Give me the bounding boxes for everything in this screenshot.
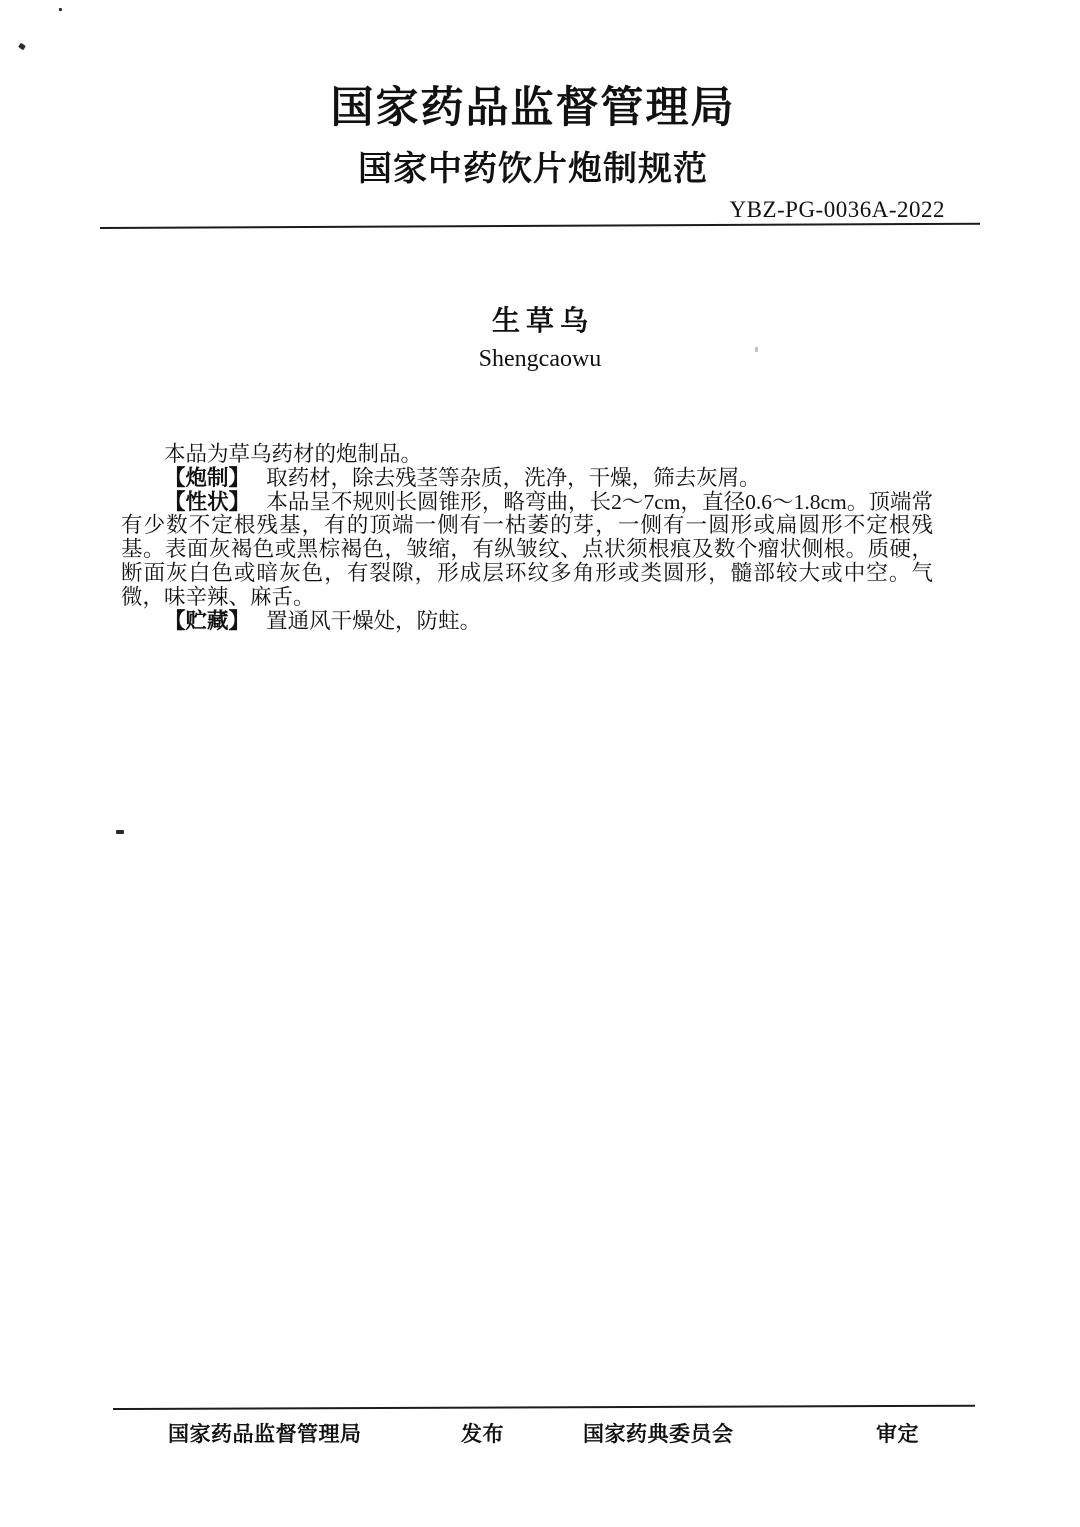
section-text-storage: 置通风干燥处，防蛀。 — [266, 608, 482, 633]
drug-name-pinyin: Shengcaowu — [478, 346, 602, 372]
monograph-body — [121, 443, 933, 633]
scan-speck — [59, 8, 62, 11]
document-number: YBZ-PG-0036A-2022 — [729, 197, 945, 222]
section-description — [121, 491, 933, 610]
section-label-description: 【性状】 — [164, 489, 251, 514]
section-storage — [121, 610, 933, 634]
drug-name-chinese: 生草乌 — [491, 305, 594, 336]
footer-publish-label: 发布 — [461, 1423, 504, 1446]
scan-speck — [18, 43, 26, 51]
organization-title: 国家药品监督管理局 — [330, 84, 736, 132]
footer-approve-label: 审定 — [876, 1423, 919, 1446]
footer-rule — [113, 1405, 975, 1410]
intro-paragraph: 本品为草乌药材的炮制品。 — [164, 442, 423, 466]
scan-speck — [116, 830, 124, 834]
section-label-processing: 【炮制】 — [164, 465, 251, 490]
section-processing — [121, 467, 933, 491]
footer-approver: 国家药典委员会 — [583, 1423, 734, 1446]
footer-issuer: 国家药品监督管理局 — [168, 1423, 362, 1446]
header-rule — [100, 223, 980, 229]
specification-title: 国家中药饮片炮制规范 — [358, 150, 708, 188]
section-text-description: 本品呈不规则长圆锥形，略弯曲，长2～7cm，直径0.6～1.8cm。顶端常有少数不定根残基，有的顶端一侧有一枯萎的芽，一侧有一圆形或扁圆形不定根残基。表面灰褐色或黑棕褐色，皱缩，有纵皱纹、点状须根痕及数个瘤状侧根。质硬，断面灰白色或暗灰色，有裂隙，形成层环纹多角形或类圆形，髓部较大或中空。气微，味辛辣、麻舌。 — [121, 489, 933, 609]
section-text-processing: 取药材，除去残茎等杂质，洗净，干燥，筛去灰屑。 — [266, 465, 761, 490]
section-label-storage: 【贮藏】 — [164, 608, 251, 633]
